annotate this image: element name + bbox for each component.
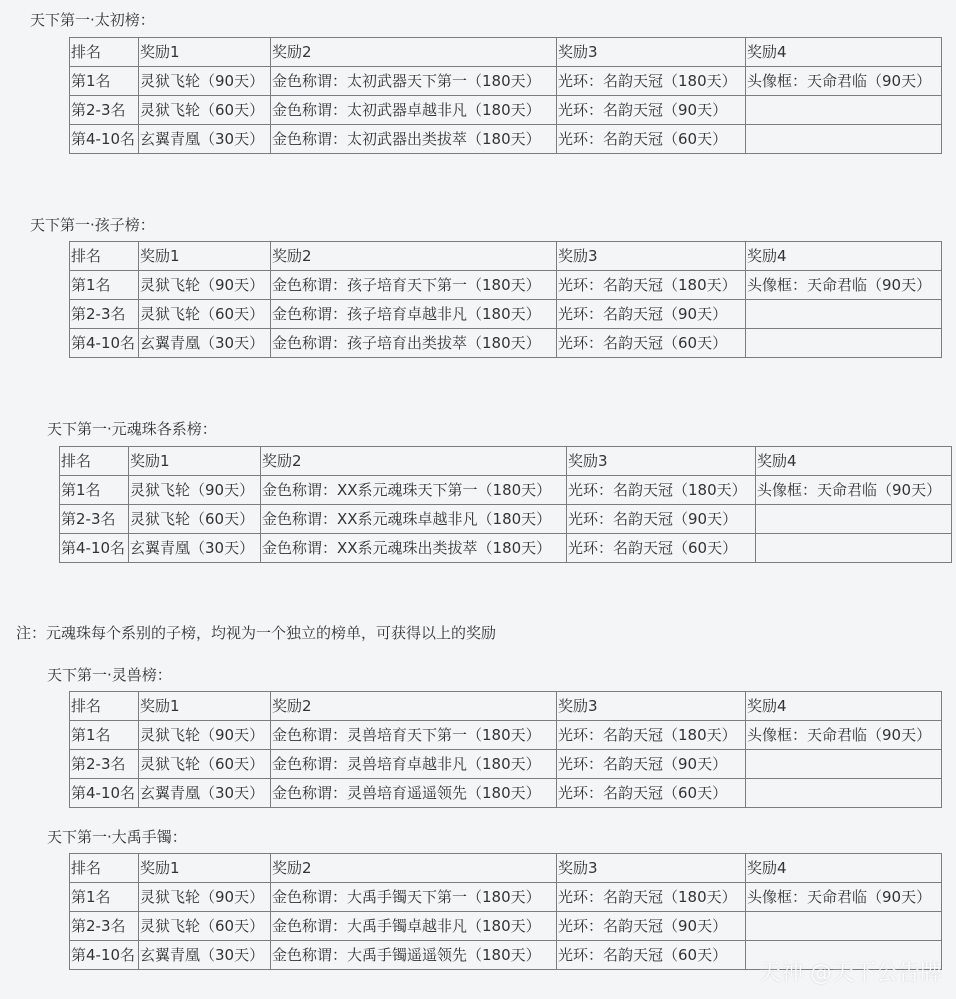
- table-cell: 奖励4: [746, 242, 942, 271]
- section-title-child: 天下第一·孩子榜：: [30, 216, 155, 234]
- table-cell: 奖励3: [567, 447, 756, 476]
- table-cell: [746, 329, 942, 358]
- table-cell: 奖励2: [261, 447, 567, 476]
- table-cell: 第1名: [70, 271, 139, 300]
- watermark-text: 天神 @天下公告牌: [759, 961, 942, 986]
- table-row: [70, 300, 942, 329]
- table-cell: 光环：名韵天冠（60天）: [557, 329, 746, 358]
- table-cell: 第1名: [70, 67, 139, 96]
- table-cell: 光环：名韵天冠（180天）: [557, 67, 746, 96]
- table-cell: 第4-10名: [70, 779, 139, 808]
- table-cell: 光环：名韵天冠（90天）: [567, 505, 756, 534]
- table-cell: 奖励3: [557, 854, 746, 883]
- reward-table-child: [69, 241, 942, 358]
- table-cell: 光环：名韵天冠（60天）: [567, 534, 756, 563]
- table-header-row: [70, 242, 942, 271]
- table-cell: 排名: [70, 242, 139, 271]
- table-row: [70, 912, 942, 941]
- table-cell: 奖励2: [271, 854, 557, 883]
- table-cell: 头像框：天命君临（90天）: [746, 67, 942, 96]
- table-cell: [746, 96, 942, 125]
- table-cell: 第4-10名: [70, 125, 139, 154]
- table-header-row: [70, 38, 942, 67]
- table-cell: 奖励3: [557, 242, 746, 271]
- table-cell: 金色称谓：灵兽培育遥遥领先（180天）: [271, 779, 557, 808]
- table-cell: 光环：名韵天冠（90天）: [557, 96, 746, 125]
- table-row: [70, 67, 942, 96]
- table-cell: 第2-3名: [70, 912, 139, 941]
- table-cell: 灵狱飞轮（60天）: [139, 300, 271, 329]
- table-cell: 光环：名韵天冠（60天）: [557, 125, 746, 154]
- reward-table-soulbead: [59, 446, 952, 563]
- section-title-beast: 天下第一·灵兽榜：: [47, 666, 172, 684]
- table-cell: 光环：名韵天冠（90天）: [557, 912, 746, 941]
- table-row: [70, 883, 942, 912]
- table-cell: [746, 125, 942, 154]
- table-cell: 光环：名韵天冠（90天）: [557, 300, 746, 329]
- table-cell: 头像框：天命君临（90天）: [746, 883, 942, 912]
- table-cell: 玄翼青凰（30天）: [129, 534, 261, 563]
- table-cell: 金色称谓：灵兽培育天下第一（180天）: [271, 721, 557, 750]
- table-cell: [746, 750, 942, 779]
- table-cell: 奖励4: [756, 447, 952, 476]
- table-row: [70, 329, 942, 358]
- table-cell: 奖励2: [271, 692, 557, 721]
- table-cell: 奖励1: [139, 242, 271, 271]
- table-cell: 金色称谓：大禹手镯遥遥领先（180天）: [271, 941, 557, 970]
- table-cell: 光环：名韵天冠（180天）: [567, 476, 756, 505]
- table-row: [60, 476, 952, 505]
- section-title-taichu: 天下第一·太初榜：: [30, 11, 155, 29]
- table-cell: 灵狱飞轮（90天）: [139, 67, 271, 96]
- table-cell: [756, 505, 952, 534]
- table-header-row: [70, 692, 942, 721]
- table-cell: 光环：名韵天冠（60天）: [557, 779, 746, 808]
- table-cell: 奖励4: [746, 854, 942, 883]
- table-cell: 光环：名韵天冠（180天）: [557, 271, 746, 300]
- table-cell: 光环：名韵天冠（180天）: [557, 883, 746, 912]
- reward-table-taichu: [69, 37, 942, 154]
- table-cell: [756, 534, 952, 563]
- table-cell: 奖励1: [139, 854, 271, 883]
- table-row: [70, 721, 942, 750]
- table-row: [70, 750, 942, 779]
- table-row: [70, 96, 942, 125]
- table-cell: 排名: [70, 692, 139, 721]
- table-cell: 灵狱飞轮（60天）: [139, 912, 271, 941]
- table-cell: 金色称谓：XX系元魂珠卓越非凡（180天）: [261, 505, 567, 534]
- table-cell: 第2-3名: [60, 505, 129, 534]
- table-cell: 灵狱飞轮（90天）: [139, 721, 271, 750]
- table-cell: 奖励1: [129, 447, 261, 476]
- table-cell: 玄翼青凰（30天）: [139, 329, 271, 358]
- table-cell: 第4-10名: [70, 329, 139, 358]
- table-row: [70, 125, 942, 154]
- table-cell: 第4-10名: [60, 534, 129, 563]
- table-cell: 灵狱飞轮（60天）: [139, 750, 271, 779]
- table-cell: 第4-10名: [70, 941, 139, 970]
- table-cell: 奖励4: [746, 692, 942, 721]
- table-row: [60, 505, 952, 534]
- table-row: [70, 271, 942, 300]
- table-cell: 金色称谓：大禹手镯天下第一（180天）: [271, 883, 557, 912]
- note-text: 注：元魂珠每个系别的子榜，均视为一个独立的榜单，可获得以上的奖励: [16, 624, 497, 642]
- table-cell: 灵狱飞轮（90天）: [139, 271, 271, 300]
- table-cell: 第2-3名: [70, 300, 139, 329]
- table-cell: 奖励4: [746, 38, 942, 67]
- table-cell: 灵狱飞轮（60天）: [139, 96, 271, 125]
- table-cell: 头像框：天命君临（90天）: [746, 721, 942, 750]
- table-cell: 金色称谓：XX系元魂珠天下第一（180天）: [261, 476, 567, 505]
- table-cell: 奖励2: [271, 242, 557, 271]
- table-row: [60, 534, 952, 563]
- table-cell: 灵狱飞轮（90天）: [129, 476, 261, 505]
- table-cell: [746, 912, 942, 941]
- table-cell: 奖励2: [271, 38, 557, 67]
- table-cell: 金色称谓：孩子培育卓越非凡（180天）: [271, 300, 557, 329]
- table-header-row: [70, 854, 942, 883]
- table-cell: [746, 779, 942, 808]
- table-cell: 奖励1: [139, 38, 271, 67]
- table-cell: 奖励3: [557, 692, 746, 721]
- table-cell: 金色称谓：大禹手镯卓越非凡（180天）: [271, 912, 557, 941]
- table-cell: 灵狱飞轮（90天）: [139, 883, 271, 912]
- table-cell: 金色称谓：孩子培育天下第一（180天）: [271, 271, 557, 300]
- table-cell: 玄翼青凰（30天）: [139, 941, 271, 970]
- table-cell: 排名: [60, 447, 129, 476]
- table-cell: [746, 300, 942, 329]
- table-cell: 玄翼青凰（30天）: [139, 779, 271, 808]
- table-cell: 排名: [70, 854, 139, 883]
- table-header-row: [60, 447, 952, 476]
- reward-table-bracelet: [69, 853, 942, 970]
- table-cell: 第2-3名: [70, 750, 139, 779]
- section-title-soulbead: 天下第一·元魂珠各系榜：: [47, 420, 217, 438]
- table-cell: 奖励1: [139, 692, 271, 721]
- table-cell: 灵狱飞轮（60天）: [129, 505, 261, 534]
- table-cell: 头像框：天命君临（90天）: [746, 271, 942, 300]
- table-cell: 第1名: [70, 721, 139, 750]
- reward-table-beast: [69, 691, 942, 808]
- table-cell: 金色称谓：太初武器卓越非凡（180天）: [271, 96, 557, 125]
- table-cell: 光环：名韵天冠（60天）: [557, 941, 746, 970]
- table-cell: 光环：名韵天冠（180天）: [557, 721, 746, 750]
- table-row: [70, 779, 942, 808]
- table-cell: 头像框：天命君临（90天）: [756, 476, 952, 505]
- table-cell: 奖励3: [557, 38, 746, 67]
- table-cell: 金色称谓：孩子培育出类拔萃（180天）: [271, 329, 557, 358]
- table-cell: 金色称谓：太初武器天下第一（180天）: [271, 67, 557, 96]
- table-cell: 金色称谓：XX系元魂珠出类拔萃（180天）: [261, 534, 567, 563]
- table-cell: 金色称谓：太初武器出类拔萃（180天）: [271, 125, 557, 154]
- table-cell: 玄翼青凰（30天）: [139, 125, 271, 154]
- section-title-bracelet: 天下第一·大禹手镯：: [47, 828, 187, 846]
- table-cell: 第2-3名: [70, 96, 139, 125]
- table-cell: 金色称谓：灵兽培育卓越非凡（180天）: [271, 750, 557, 779]
- table-cell: 排名: [70, 38, 139, 67]
- table-cell: 第1名: [70, 883, 139, 912]
- table-cell: 第1名: [60, 476, 129, 505]
- table-cell: 光环：名韵天冠（90天）: [557, 750, 746, 779]
